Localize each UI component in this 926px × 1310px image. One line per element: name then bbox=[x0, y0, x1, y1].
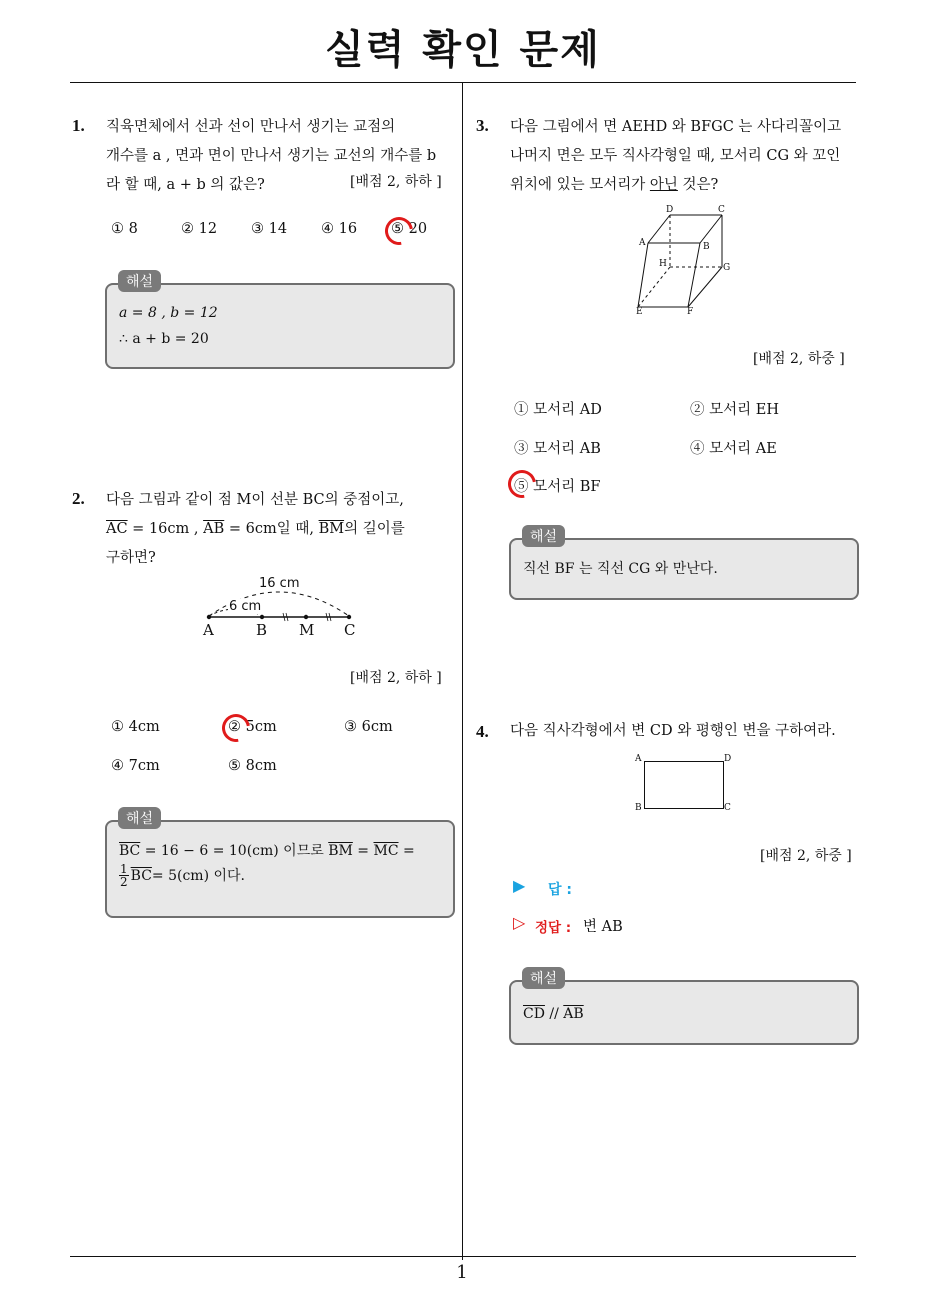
question-line: 다음 그림에서 면 AEHD 와 BFGC 는 사다리꼴이고 bbox=[510, 119, 842, 135]
question-text bbox=[106, 486, 456, 573]
segment-mc: $\overline{MC}$ bbox=[373, 843, 399, 859]
footer-rule bbox=[70, 1256, 856, 1257]
segment-value: = 6cm일 때, bbox=[224, 521, 319, 537]
header-rule bbox=[70, 82, 856, 83]
choice-4[interactable]: ④ 7cm bbox=[111, 758, 160, 774]
question-line: 다음 그림과 같이 점 M이 선분 BC의 중점이고, bbox=[106, 492, 404, 508]
segment-ac: $\overline{AC}$ bbox=[106, 521, 128, 537]
explanation-text: = bbox=[352, 843, 374, 859]
score-label: [배점 2, 하중 ] bbox=[753, 351, 845, 367]
vertex-label-h: H bbox=[659, 259, 667, 269]
segment-bm: $\overline{BM}$ bbox=[328, 843, 353, 859]
explanation-text: = 5(cm) 이다. bbox=[151, 867, 245, 884]
point-m bbox=[304, 615, 308, 619]
choice-2[interactable]: ② 12 bbox=[181, 221, 218, 237]
question-number: 1. bbox=[72, 116, 85, 135]
choice-5[interactable]: ⑤ 모서리 BF bbox=[514, 479, 601, 495]
point-label-a: A bbox=[203, 621, 214, 639]
choice-5[interactable]: ⑤ 20 bbox=[391, 221, 428, 237]
page-number: 1 bbox=[456, 1262, 468, 1283]
explanation-tag: 해설 bbox=[522, 967, 565, 989]
question-number: 2. bbox=[72, 489, 85, 508]
choice-2[interactable]: ② 모서리 EH bbox=[690, 402, 779, 418]
explanation-tag: 해설 bbox=[522, 525, 565, 547]
choice-1[interactable]: ① 8 bbox=[111, 221, 138, 237]
vertex-label-a: A bbox=[635, 754, 642, 764]
explanation-line: ∴ a + b = 20 bbox=[119, 331, 209, 347]
choice-4[interactable]: ④ 모서리 AE bbox=[690, 441, 777, 457]
point-b bbox=[260, 615, 264, 619]
vertex-label-a: A bbox=[639, 238, 646, 248]
vertex-label-g: G bbox=[723, 263, 731, 273]
segment-bm: $\overline{BM}$ bbox=[318, 521, 345, 537]
vertex-label-d: D bbox=[724, 754, 732, 764]
segment-ab: $\overline{AB}$ bbox=[203, 521, 225, 537]
question-line: 다음 직사각형에서 변 CD 와 평행인 변을 구하여라. bbox=[510, 723, 836, 739]
fraction-numerator: 1 bbox=[120, 862, 128, 876]
choice-2[interactable]: ② 5cm bbox=[228, 719, 277, 735]
question-text-part: 것은? bbox=[677, 177, 719, 193]
answer-mark-circle bbox=[217, 709, 256, 748]
vertex-label-c: C bbox=[718, 205, 725, 215]
parallel-symbol: // bbox=[544, 1006, 564, 1022]
score-label: [배점 2, 하중 ] bbox=[760, 848, 852, 864]
question-line: 개수를 a , 면과 면이 만나서 생기는 교선의 개수를 b bbox=[106, 148, 437, 164]
page-title: 실력 확인 문제 bbox=[325, 27, 601, 73]
explanation-text: = bbox=[398, 843, 415, 859]
vertex-label-f: F bbox=[687, 307, 694, 317]
question-text-part: 위치에 있는 모서리가 bbox=[510, 177, 650, 193]
answer-arrow-icon: ▶ bbox=[513, 876, 526, 895]
explanation-box bbox=[509, 980, 859, 1045]
question-line bbox=[106, 515, 456, 544]
correct-arrow-icon: ▷ bbox=[513, 913, 526, 932]
choice-5[interactable]: ⑤ 8cm bbox=[228, 758, 277, 774]
prism-figure bbox=[630, 203, 740, 319]
long-length-label: 16 cm bbox=[259, 576, 300, 591]
segment-bc: $\overline{BC}$ bbox=[130, 867, 152, 884]
segment-ab: $\overline{AB}$ bbox=[563, 1006, 584, 1022]
choice-1[interactable]: ① 모서리 AD bbox=[514, 402, 602, 418]
explanation-line bbox=[119, 863, 444, 888]
point-label-m: M bbox=[299, 621, 315, 639]
point-c bbox=[347, 615, 351, 619]
segment-bc: $\overline{BC}$ bbox=[119, 843, 141, 859]
choice-3[interactable]: ③ 6cm bbox=[344, 719, 393, 735]
question-text bbox=[510, 113, 862, 200]
vertex-label-e: E bbox=[636, 307, 643, 317]
explanation-text: = 16 − 6 = 10(cm) 이므로 bbox=[140, 843, 329, 859]
answer-mark-circle bbox=[380, 212, 419, 251]
choice-4[interactable]: ④ 16 bbox=[321, 221, 358, 237]
explanation-line: 직선 BF 는 직선 CG 와 만난다. bbox=[523, 561, 718, 577]
question-line: 구하면? bbox=[106, 550, 156, 566]
choice-1[interactable]: ① 4cm bbox=[111, 719, 160, 735]
explanation-line bbox=[119, 839, 444, 863]
answer-mark-circle bbox=[503, 465, 542, 504]
question-line: 라 할 때, a + b 의 값은? bbox=[106, 177, 265, 193]
correct-value: 변 AB bbox=[583, 919, 623, 935]
vertex-label-b: B bbox=[635, 803, 642, 813]
explanation-line: a = 8 , b = 12 bbox=[119, 305, 218, 321]
column-divider bbox=[462, 82, 463, 1260]
correct-label: 정답 : bbox=[535, 920, 572, 936]
explanation-tag: 해설 bbox=[118, 270, 161, 292]
explanation-line bbox=[523, 1001, 584, 1027]
underlined-word: 아닌 bbox=[649, 177, 678, 193]
point-label-b: B bbox=[256, 621, 268, 639]
score-label: [배점 2, 하하 ] bbox=[350, 670, 442, 686]
question-line: 나머지 면은 모두 직사각형일 때, 모서리 CG 와 꼬인 bbox=[510, 148, 841, 164]
question-number: 3. bbox=[476, 116, 489, 135]
fraction-denominator: 2 bbox=[120, 875, 128, 889]
segment-cd: $\overline{CD}$ bbox=[523, 1006, 545, 1022]
question-line: 직육면체에서 선과 선이 만나서 생기는 교점의 bbox=[106, 119, 396, 135]
short-length-label: 6 cm bbox=[229, 599, 262, 614]
vertex-label-b: B bbox=[703, 242, 710, 252]
explanation-box bbox=[509, 538, 859, 600]
fraction bbox=[119, 863, 129, 888]
answer-label: 답 : bbox=[548, 882, 572, 898]
choice-3[interactable]: ③ 모서리 AB bbox=[514, 441, 601, 457]
point-a bbox=[207, 615, 211, 619]
choice-3[interactable]: ③ 14 bbox=[251, 221, 288, 237]
vertex-label-d: D bbox=[666, 205, 674, 215]
question-text bbox=[510, 717, 862, 746]
score-label: [배점 2, 하하 ] bbox=[350, 174, 442, 190]
question-line bbox=[510, 171, 862, 200]
segment-value: = 16cm , bbox=[127, 521, 204, 537]
explanation-tag: 해설 bbox=[118, 807, 161, 829]
rectangle-figure bbox=[644, 761, 724, 809]
question-number: 4. bbox=[476, 722, 489, 741]
point-label-c: C bbox=[344, 621, 356, 639]
question-tail: 의 길이를 bbox=[344, 521, 405, 537]
explanation-box bbox=[105, 820, 455, 918]
explanation-box bbox=[105, 283, 455, 369]
vertex-label-c: C bbox=[724, 803, 731, 813]
